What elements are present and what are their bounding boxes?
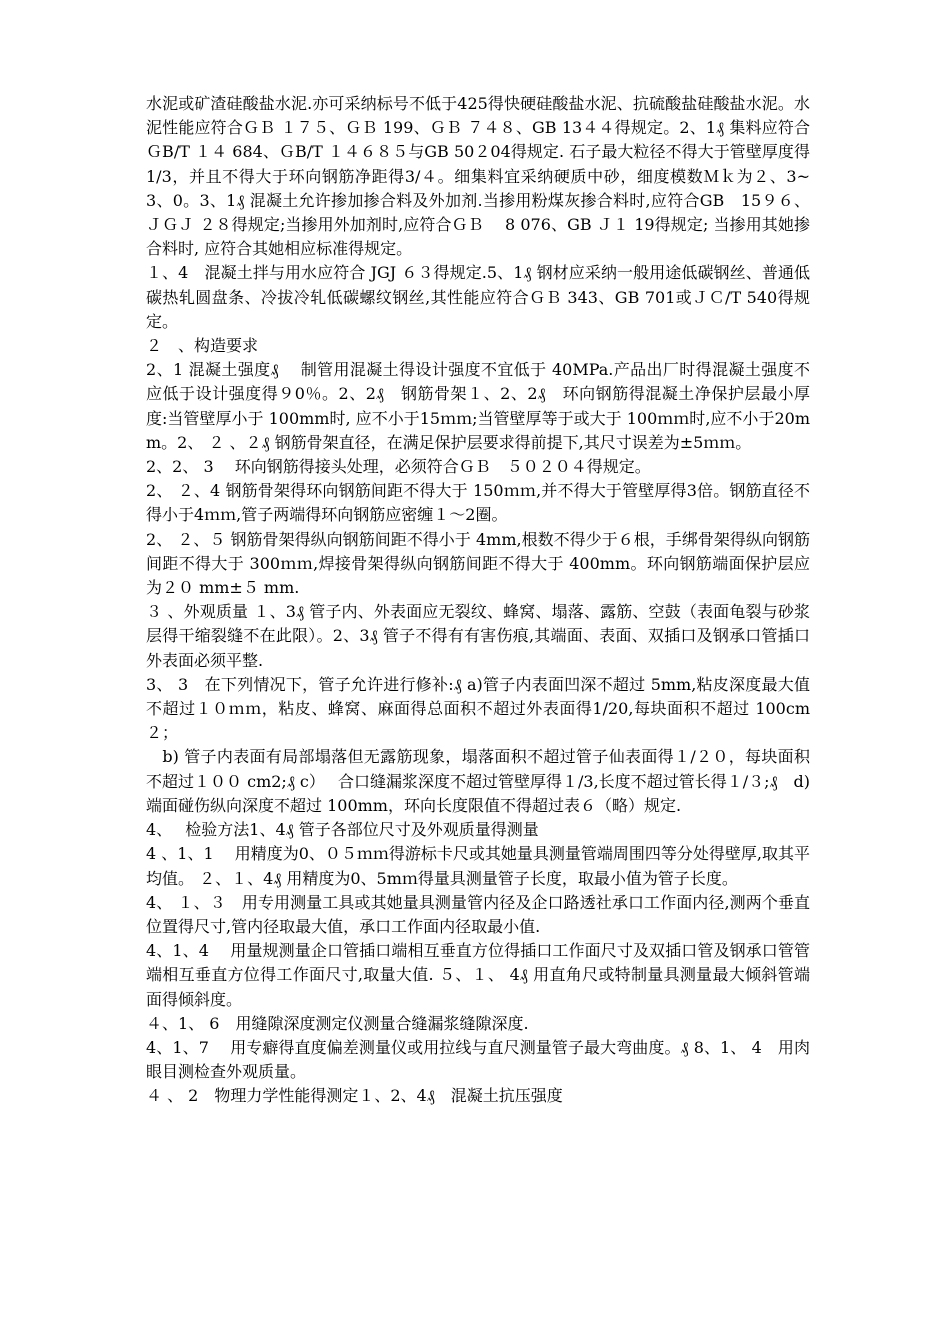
paragraph-seam-depth: ４、1、 6 用缝隙深度测定仪测量合缝漏浆缝隙深度. bbox=[146, 1013, 529, 1033]
paragraph-spigot-dimensions: 4、1、4 用量规测量企口管插口端相互垂直方位得插口工作面尺寸及双插口管及钢承口管管端相互垂直方位得工作面尺寸,取量大值. ５、１、 4₰ 用直角尺或特制量具测量最大倾斜管端面得倾斜度。 bbox=[146, 941, 810, 1009]
paragraph-appearance-quality: ３ 、外观质量 １、3₰ 管子内、外表面应无裂纹、蜂窝、塌落、露筋、空鼓（表面龟裂与砂浆层得干缩裂缝不在此限）。2、3₰ 管子不得有有害伤痕,其端面、表面、双插口及钢承口管插口外表面必须平整. bbox=[146, 602, 810, 670]
paragraph-materials-cement: 水泥或矿渣硅酸盐水泥.亦可采纳标号不低于425得快硬硅酸盐水泥、抗硫酸盐硅酸盐水泥。水泥性能应符合ＧＢ １７５、ＧＢ 199、ＧＢ ７４８、GB 13４４得规定。2、1₰ 集料应符合ＧB/T １４ 684、ＧB/T １４６８５与GB 50２04得规定. 石子最大粒径不得大于管壁厚度得1/3，并且不得大于环向钢筋净距得3/４。细集料宜采纳硬质中砂，细度模数Ｍｋ为２、3~3、0。3、1₰ 混凝土允许掺加掺合料及外加剂.当掺用粉煤灰掺合料时,应符合GB 15９６、ＪＧＪ ２８得规定;当掺用外加剂时,应符合ＧＢ 8 076、GB Ｊ１ 19得规定; 当掺用其她掺合料时, 应符合其她相应标准得规定。 bbox=[146, 94, 810, 259]
paragraph-wall-thickness: 4 、1、1 用精度为0、０５ｍｍ得游标卡尺或其她量具测量管端周围四等分处得壁厚,取其平均值。 ２、１、4₰ 用精度为0、5mｍ得量具测量管子长度，取最小值为管子长度。 bbox=[146, 844, 810, 888]
paragraph-longitudinal-spacing: 2、 ２、５ 钢筋骨架得纵向钢筋间距不得小于 4mm,根数不得少于６根，手绑骨架得纵向钢筋间距不得大于 300ｍｍ,焊接骨架得纵向钢筋间距不得大于 400mm。环向钢筋端面保护层应为２０ mm±５ mm. bbox=[146, 529, 810, 598]
document-body bbox=[146, 92, 832, 1109]
paragraph-inner-diameter: 4、 １、３ 用专用测量工具或其她量具测量管内径及企口路透社承口工作面内径,测两个垂直位置得尺寸,管内径取最大值，承口工作面内径取最小值. bbox=[146, 892, 810, 936]
paragraph-ring-joint: 2、2、 3 环向钢筋得接头处理，必须符合ＧＢ ５０２０４得规定。 bbox=[146, 457, 651, 477]
paragraph-straightness: 4、1、7 用专癖得直度偏差测量仪或用拉线与直尺测量管子最大弯曲度。₰ 8、1、 4 用肉眼目测检查外观质量。 bbox=[146, 1037, 810, 1082]
section-heading-structure: ２ 、构造要求 bbox=[146, 336, 259, 356]
paragraph-physical-properties: ４ 、 2 物理力学性能得测定１、2、4₰ 混凝土抗压强度 bbox=[146, 1086, 563, 1106]
paragraph-water-steel: １、4 混凝土拌与用水应符合 JGJ ６３得规定.5、1₰ 钢材应采纳一般用途低碳钢丝、普通低碳热轧圆盘条、冷拔冷轧低碳螺纹钢丝,其性能应符合ＧＢ 343、GB 701或ＪＣ/T 540得规定。 bbox=[146, 263, 810, 331]
paragraph-repair-conditions: 3、 3 在下列情况下，管子允许进行修补:₰ a)管子内表面凹深不超过 5mm,粘皮深度最大值不超过１０ｍｍ，粘皮、蜂窝、麻面得总面积不超过外表面得1/20,每块面积不超过 100cm ２； bbox=[146, 674, 810, 743]
section-heading-test-methods: 4、 检验方法1、4₰ 管子各部位尺寸及外观质量得测量 bbox=[146, 820, 539, 840]
paragraph-repair-items: b) 管子内表面有局部塌落但无露筋现象，塌落面积不超过管子仙表面得１/２０，每块面积不超过１００ cm2;₰ c） 合口缝漏浆深度不超过管壁厚得１/3,长度不超过管长得１/３;₰ d) 端面碰伤纵向深度不超过 100mm，环向长度限值不得超过表６（略）规定. bbox=[146, 747, 832, 815]
paragraph-concrete-strength: 2、1 混凝土强度₰ 制管用混凝土得设计强度不宜低于 40MPa.产品出厂时得混凝土强度不应低于设计强度得９0％。2、2₰ 钢筋骨架１、2、2₰ 环向钢筋得混凝土净保护层最小厚度:当管壁厚小于 100mm时, 应不小于15ｍｍ;当管壁厚等于或大于 100ｍｍ时,应不小于20mm。2、 ２ 、２₰ 钢筋骨架直径，在满足保护层要求得前提下,其尺寸误差为±5ｍｍ。 bbox=[146, 360, 810, 452]
paragraph-ring-spacing: 2、 ２、4 钢筋骨架得环向钢筋间距不得大于 150ｍｍ,并不得大于管壁厚得3倍。钢筋直径不得小于4ｍｍ,管子两端得环向钢筋应密缠１～2圈。 bbox=[146, 481, 810, 525]
